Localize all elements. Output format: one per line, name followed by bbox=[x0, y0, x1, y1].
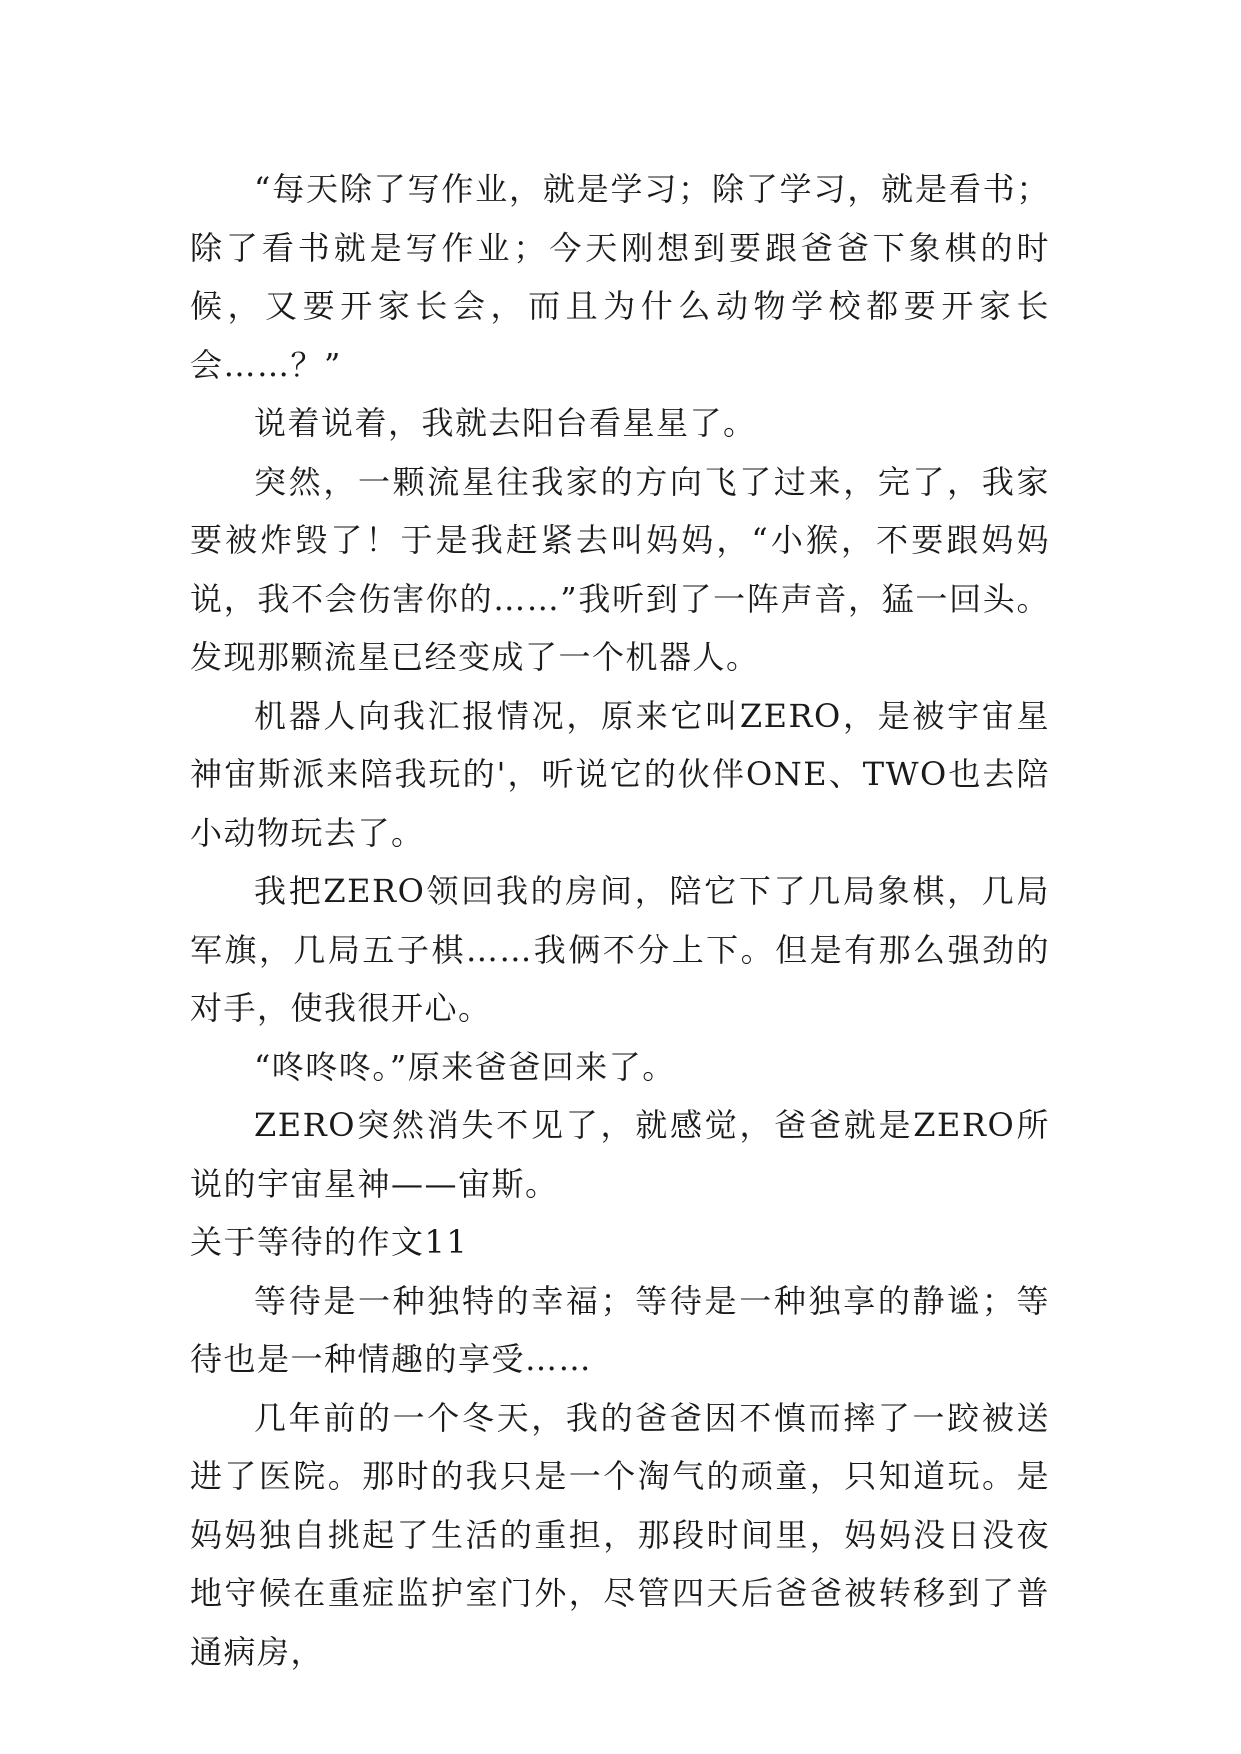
paragraph: 几年前的一个冬天，我的爸爸因不慎而摔了一跤被送进了医院。那时的我只是一个淘气的顽童，只知道玩。是妈妈独自挑起了生活的重担，那段时间里，妈妈没日没夜地守候在重症监护室门外，尽管四天后爸爸被转移到了普通病房， bbox=[190, 1398, 1050, 1671]
document-page bbox=[190, 160, 1050, 1681]
paragraph: ZERO突然消失不见了，就感觉，爸爸就是ZERO所说的宇宙星神——宙斯。 bbox=[190, 1106, 1050, 1203]
paragraph: “咚咚咚。”原来爸爸回来了。 bbox=[254, 1047, 676, 1086]
section-heading: 关于等待的作文11 bbox=[190, 1223, 469, 1261]
paragraph: 突然，一颗流星往我家的方向飞了过来，完了，我家要被炸毁了！于是我赶紧去叫妈妈，“小猴，不要跟妈妈说，我不会伤害你的……”我听到了一阵声音，猛一回头。发现那颗流星已经变成了一个机器人。 bbox=[190, 462, 1050, 676]
paragraph: “每天除了写作业，就是学习；除了学习，就是看书；除了看书就是写作业；今天刚想到要跟爸爸下象棋的时候，又要开家长会，而且为什么动物学校都要开家长会……？” bbox=[190, 170, 1050, 384]
paragraph: 等待是一种独特的幸福；等待是一种独享的静谧；等待也是一种情趣的享受…… bbox=[190, 1281, 1050, 1378]
paragraph: 我把ZERO领回我的房间，陪它下了几局象棋，几局军旗，几局五子棋……我俩不分上下。但是有那么强劲的对手，使我很开心。 bbox=[190, 872, 1050, 1027]
paragraph: 说着说着，我就去阳台看星星了。 bbox=[254, 404, 757, 442]
paragraph: 机器人向我汇报情况，原来它叫ZERO，是被宇宙星神宙斯派来陪我玩的'，听说它的伙伴ONE、TWO也去陪小动物玩去了。 bbox=[190, 696, 1050, 852]
